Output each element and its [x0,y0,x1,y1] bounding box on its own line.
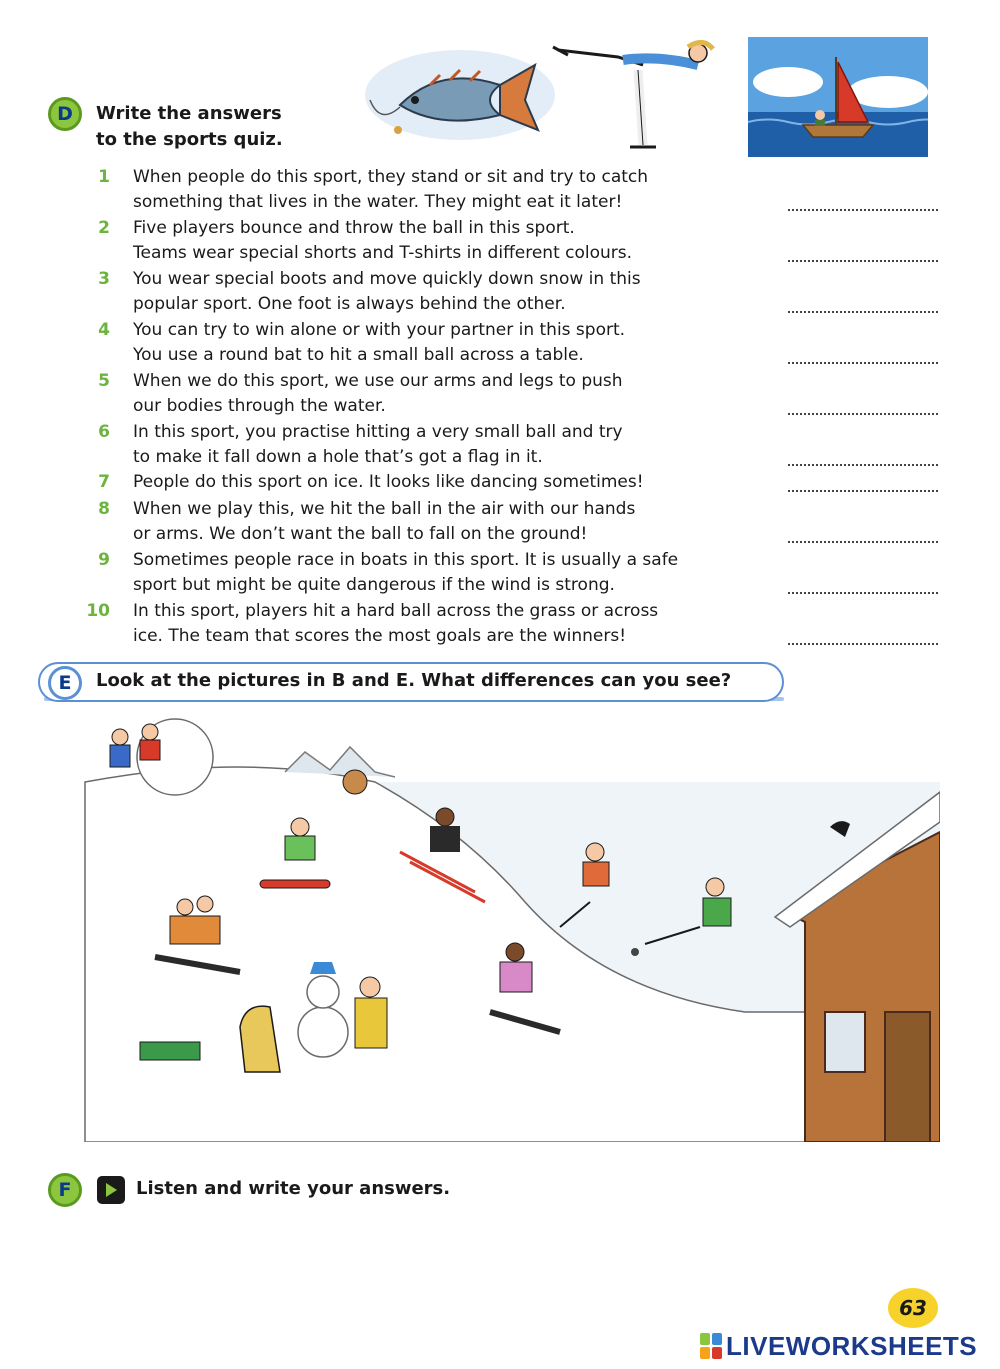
quiz-question-line1: When we play this, we hit the ball in the air with our hands [133,499,636,519]
audio-play-button[interactable] [97,1176,125,1204]
answer-blank[interactable] [788,260,938,262]
section-d-title-line2: to the sports quiz. [96,129,283,150]
quiz-question-line2: something that lives in the water. They might eat it later! [133,192,623,212]
section-d-badge [48,97,82,131]
quiz-question [133,267,773,317]
page-number: 63 [888,1288,938,1328]
section-d-title [96,101,283,153]
quiz-question-line1: People do this sport on ice. It looks like dancing sometimes! [133,472,644,492]
quiz-question-line1: When people do this sport, they stand or sit and try to catch [133,167,649,187]
answer-blank[interactable] [788,209,938,211]
answer-blank[interactable] [788,490,938,492]
quiz-question [133,369,773,419]
quiz-question-line1: In this sport, players hit a hard ball across the grass or across [133,601,659,621]
quiz-number: 7 [98,472,110,492]
quiz-question [133,497,773,547]
answer-blank[interactable] [788,643,938,645]
quiz-number: 4 [98,320,110,340]
section-f-title: Listen and write your answers. [136,1178,451,1199]
quiz-question-line2: ice. The team that scores the most goals are the winners! [133,626,627,646]
section-e-title: Look at the pictures in B and E. What differences can you see? [96,670,732,691]
answer-blank[interactable] [788,311,938,313]
quiz-number: 6 [98,422,110,442]
play-icon [104,1182,118,1198]
winter-scene-illustration [45,712,940,1142]
quiz-question [133,216,773,266]
quiz-question-line1: In this sport, you practise hitting a very small ball and try [133,422,623,442]
section-e-letter: E [58,672,72,694]
quiz-number: 5 [98,371,110,391]
quiz-number: 8 [98,499,110,519]
quiz-question [133,165,773,215]
answer-blank[interactable] [788,464,938,466]
quiz-question-line2: sport but might be quite dangerous if the wind is strong. [133,575,615,595]
liveworksheets-logo-text: LIVEWORKSHEETS [726,1330,978,1361]
quiz-question-line2: popular sport. One foot is always behind the other. [133,294,566,314]
section-d-letter: D [57,103,73,125]
quiz-number: 3 [98,269,110,289]
quiz-question-line2: Teams wear special shorts and T-shirts in different colours. [133,243,633,263]
sailing-boat-illustration [748,37,928,157]
liveworksheets-logo [700,1330,977,1362]
answer-blank[interactable] [788,592,938,594]
quiz-number: 9 [98,550,110,570]
fish-illustration [360,45,560,145]
quiz-question [133,548,813,598]
quiz-number: 10 [86,601,110,621]
section-f-badge [48,1173,82,1207]
quiz-question-line1: You can try to win alone or with your partner in this sport. [133,320,626,340]
section-f-letter: F [58,1179,72,1201]
quiz-question-line2: or arms. We don’t want the ball to fall on the ground! [133,524,588,544]
quiz-question [133,599,813,649]
answer-blank[interactable] [788,413,938,415]
quiz-question [133,420,773,470]
quiz-question-line1: When we do this sport, we use our arms and legs to push [133,371,623,391]
quiz-question-line1: You wear special boots and move quickly down snow in this [133,269,641,289]
quiz-question [133,470,773,495]
quiz-question [133,318,773,368]
section-d-title-line1: Write the answers [96,103,282,124]
quiz-question-line2: to make it fall down a hole that’s got a flag in it. [133,447,543,467]
quiz-question-line2: our bodies through the water. [133,396,386,416]
quiz-question-line1: Five players bounce and throw the ball in this sport. [133,218,575,238]
liveworksheets-logo-icon [700,1333,722,1359]
answer-blank[interactable] [788,362,938,364]
quiz-question-line1: Sometimes people race in boats in this sport. It is usually a safe [133,550,679,570]
quiz-number: 1 [98,167,110,187]
quiz-number: 2 [98,218,110,238]
answer-blank[interactable] [788,541,938,543]
section-e-badge [48,666,82,700]
ice-skater-illustration [548,35,718,160]
quiz-question-line2: You use a round bat to hit a small ball across a table. [133,345,584,365]
